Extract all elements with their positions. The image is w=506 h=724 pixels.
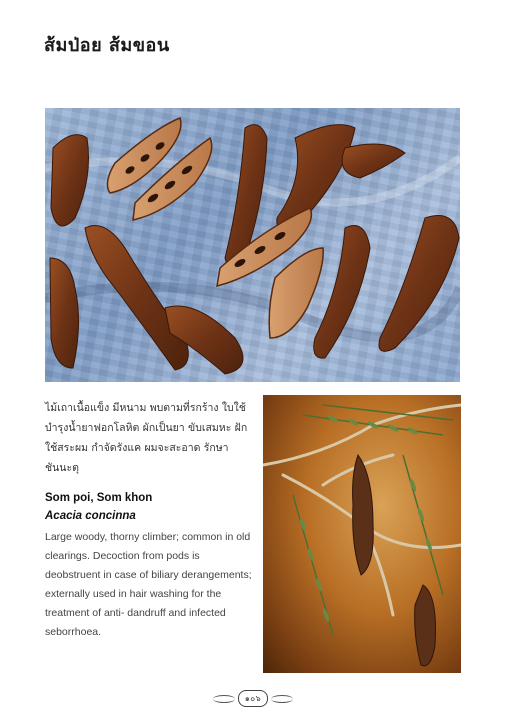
page-title: ส้มป่อย ส้มขอน <box>44 35 170 56</box>
scientific-name: Acacia concinna <box>45 510 136 522</box>
plant-illustration <box>263 395 461 673</box>
ornament-right <box>271 695 293 703</box>
common-name: Som poi, Som khon <box>45 492 153 504</box>
english-description: Large woody, thorny climber; common in old clearings. Decoction from pods is deobstruent in case of biliary derangements; externally used in hair washing for the treatment of anti- dandruff and infected seborrhoea. <box>45 531 252 638</box>
page-number-ornament <box>213 690 294 707</box>
ornament-left <box>213 695 235 703</box>
dried-pods-photo <box>45 108 460 382</box>
thai-description: ไม้เถาเนื้อแข็ง มีหนาม พบตามที่รกร้าง ใบใช้บำรุงน้ำยาฟอกโลหิต ผักเป็นยา ขับเสมหะ ฝักใช้สระผม กำจัดรังแค ผมจะสะอาด รักษาชันนะตุ <box>45 402 248 474</box>
text-column <box>45 398 255 642</box>
plant-photo <box>263 395 461 673</box>
page-footer <box>0 690 506 707</box>
dried-pods-illustration <box>45 108 460 382</box>
page-number: ๑๐๖ <box>238 690 269 707</box>
